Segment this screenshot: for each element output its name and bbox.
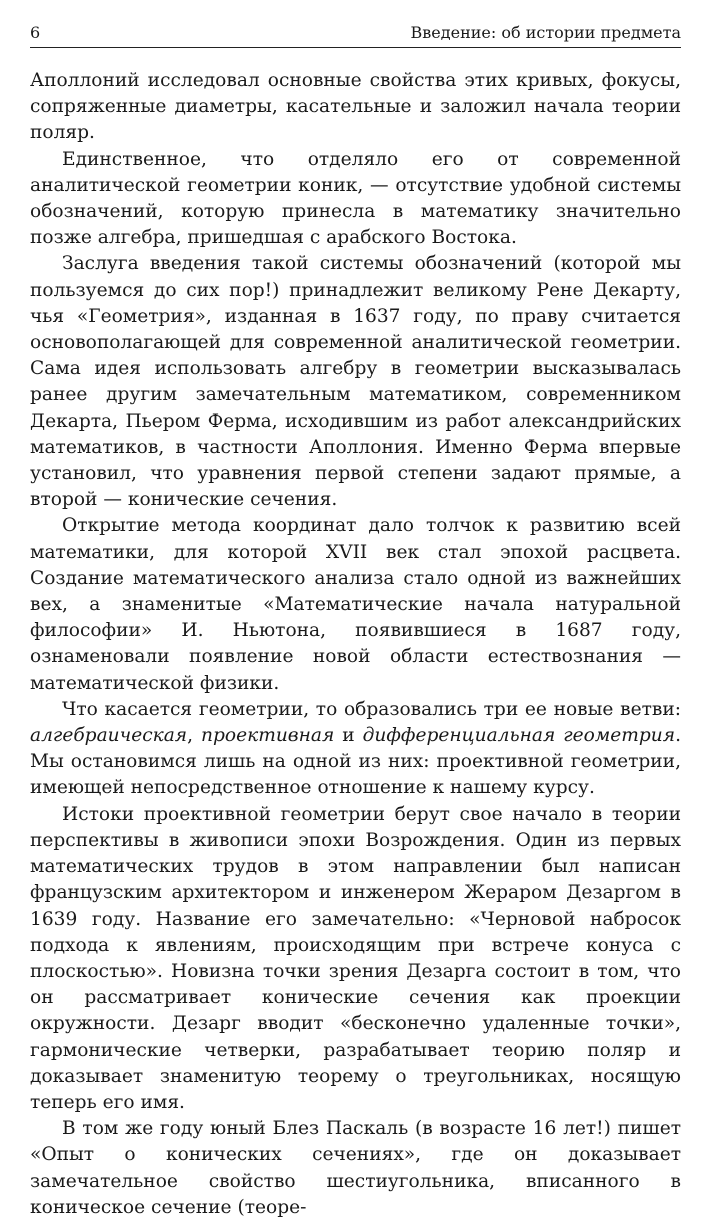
paragraph-2: Единственное, что отделяло его от современной аналитической геометрии коник, — отсутствие удобной системы обозначений, которую принесла в математику значительно позже алгебра, пришедшая с арабского Востока.: [30, 148, 681, 249]
paragraph-3: Заслуга введения такой системы обозначений (которой мы пользуемся до сих пор!) принадлежит великому Рене Декарту, чья «Геометрия», изданная в 1637 году, по праву считается основополагающей для современной аналитической геометрии. Сама идея использовать алгебру в геометрии высказывалась ранее другим замечательным математиком, современником Декарта, Пьером Ферма, исходившим из работ александрийских математиков, в частности Аполлония. Именно Ферма впервые установил, что уравнения первой степени задают прямые, а второй — конические сечения.: [30, 253, 681, 511]
body-text: [30, 68, 681, 1221]
paragraph-5-lead: Что касается геометрии, то образовались три ее новые ветви:: [62, 698, 681, 720]
paragraph-1: Аполлоний исследовал основные свойства этих кривых, фокусы, сопряженные диаметры, касательные и заложил начала теории поляр.: [30, 70, 681, 144]
page-header: [30, 20, 681, 48]
paragraph-6: Истоки проективной геометрии берут свое начало в теории перспективы в живописи эпохи Возрождения. Один из первых математических трудов в этом направлении был написан французским архитектором и инженером Жераром Дезаргом в 1639 году. Название его замечательно: «Черновой набросок подхода к явлениям, происходящим при встрече конуса с плоскостью». Новизна точки зрения Дезарга состоит в том, что он рассматривает конические сечения как проекции окружности. Дезарг вводит «бесконечно удаленные точки», гармонические четверки, разрабатывает теорию поляр и доказывает знаменитую теорему о треугольниках, носящую теперь его имя.: [30, 803, 681, 1113]
book-page: [30, 20, 681, 1221]
paragraph-5: [30, 697, 681, 802]
paragraph-7: В том же году юный Блез Паскаль (в возрасте 16 лет!) пишет «Опыт о конических сечениях», где он доказывает замечательное свойство шестиугольника, вписанного в коническое сечение (теоре-: [30, 1118, 681, 1218]
paragraph-4: Открытие метода координат дало толчок к развитию всей математики, для которой XVII век стал эпохой расцвета. Создание математического анализа стало одной из важнейших вех, а знаменитые «Математические начала натуральной философии» И. Ньютона, появившиеся в 1687 году, ознаменовали появление новой области естествознания — математической физики.: [30, 515, 681, 694]
page-number: 6: [30, 23, 41, 42]
running-title: Введение: об истории предмета: [410, 23, 681, 42]
paragraph-5-tail: . Мы остановимся лишь на одной из них: проективной геометрии, имеющей непосредственное отношение к нашему курсу.: [30, 725, 681, 799]
paragraph-5-sep2: и: [334, 725, 363, 747]
term-algebraic: алгебраическая: [30, 725, 188, 747]
term-differential-geometry: дифференциальная геометрия: [362, 725, 676, 747]
paragraph-5-sep1: ,: [187, 725, 202, 747]
term-projective: проективная: [201, 725, 335, 747]
